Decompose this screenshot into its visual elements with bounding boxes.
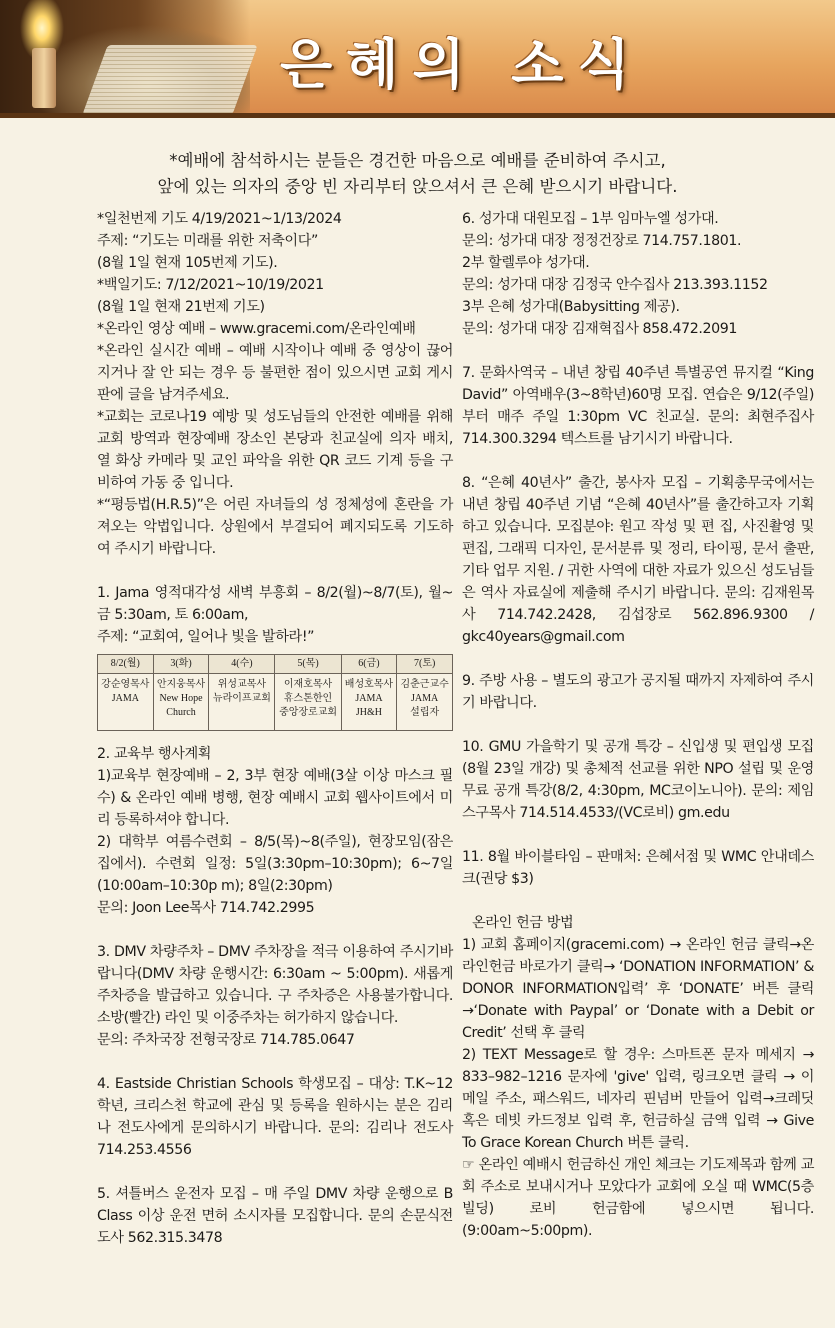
prayer-candle-photo xyxy=(0,0,250,118)
speaker-name: 강순영목사 xyxy=(101,679,150,690)
table-cell xyxy=(153,674,209,731)
table-header: 8/2(월) xyxy=(98,655,154,674)
covid-note: *교회는 코로나19 예방 및 성도님들의 안전한 예배를 위해 교회 방역과 현장예배 장소인 본당과 친교실에 의자 배치, 열 화상 카메라 및 교인 파악을 위한 QR 코드 기계 등을 구비하여 가동 중 입니다. xyxy=(97,409,453,491)
speaker-org: JH&H xyxy=(355,707,383,718)
speaker-org: 휴스톤한인 xyxy=(283,693,333,704)
table-cell xyxy=(397,674,453,731)
table-header: 7(토) xyxy=(397,655,453,674)
table-cell xyxy=(209,674,275,731)
prayer2-dates: *백일기도: 7/12/2021~10/19/2021 xyxy=(97,277,324,293)
item3-contact: 문의: 주차국장 전형국장로 714.785.0647 xyxy=(97,1032,355,1048)
item3-parking: 3. DMV 차량주차 – DMV 주차장을 적극 이용하여 주시기바랍니다(DMV 차량 운행시간: 6:30am ~ 5:00pm). 새롭게 주차증을 발급하고 있습니다. 구 주차증은 사용불가합니다. 소방(빨간) 라인 및 이중주차는 허가하지 않습니다. xyxy=(97,944,453,1026)
live-worship-note: *온라인 실시간 예배 – 예배 시작이나 예배 중 영상이 끊어지거나 잘 안 되는 경우 등 불편한 점이 있으시면 교회 게시판에 글을 남겨주세요. xyxy=(97,343,453,403)
item8-history-book: 8. “은혜 40년사” 출간, 봉사자 모집 – 기획총무국에서는 내년 창립 40주년 기념 “은혜 40년사”를 출간하고자 기획하고 있습니다. 모집분야: 원고 작성 및 편 집, 사진촬영 및 편집, 그래픽 디자인, 문서분류 및 정리, 타이핑, 문서 출판, 기타 업무 지원. / 귀한 사역에 대한 자료가 있으신 성도님들은 역사 자료실에 제출해 주시기 바랍니다. 문의: 김재원목사 714.742.2428, 김섭장로 562.896.9300 / gkc40years@gmail.com xyxy=(462,475,814,645)
item7-musical: 7. 문화사역국 – 내년 창립 40주년 특별공연 뮤지컬 “King David” 아역배우(3~8학년)60명 모집. 연습은 9/12(주일)부터 매주 주일 1:30pm VC 친교실. 문의: 최현주집사 714.300.3294 텍스트를 남기시기 바랍니다. xyxy=(462,365,814,447)
online-giving-check-note: ☞ 온라인 예배시 헌금하신 개인 체크는 기도제목과 함께 교회 주소로 보내시거나 모았다가 교회에 오실 때 WMC(5층빌딩) 로비 헌금함에 넣으시면 됩니다. (9:00am~5:00pm). xyxy=(462,1157,814,1239)
speaker-name: 배성호목사 xyxy=(344,679,394,690)
online-worship-link: *온라인 영상 예배 – www.gracemi.com/온라인예배 xyxy=(97,321,416,337)
table-header: 5(목) xyxy=(275,655,341,674)
table-cell xyxy=(275,674,341,731)
page-title: 은혜의 소식 xyxy=(280,32,644,96)
prayer1-dates: *일천번제 기도 4/19/2021~1/13/2024 xyxy=(97,211,342,227)
left-column xyxy=(97,208,453,1249)
item6-line6: 문의: 성가대 대장 김재혁집사 858.472.2091 xyxy=(462,321,737,337)
item2-retreat: 2) 대학부 여름수련회 – 8/5(목)~8(주일), 현장모임(잠은 집에서). 수련회 일정: 5일(3:30pm–10:30pm); 6~7일(10:00am–10:30p m); 8일(2:30pm) xyxy=(97,834,453,894)
online-giving-title: 온라인 헌금 방법 xyxy=(472,915,574,931)
item5-shuttle: 5. 셔틀버스 운전자 모집 – 매 주일 DMV 차량 운행으로 B Class 이상 운전 면허 소시자를 모집합니다. 문의 손문식전도사 562.315.3478 xyxy=(97,1186,453,1246)
speaker-name: 이재호목사 xyxy=(283,679,333,690)
speaker-name: 김춘근교수 xyxy=(400,679,449,690)
table-header: 4(수) xyxy=(209,655,275,674)
table-header: 6(금) xyxy=(341,655,397,674)
item1-title: 1. Jama 영적대각성 새벽 부흥회 – 8/2(월)~8/7(토), 월~금 5:30am, 토 6:00am, xyxy=(97,585,453,623)
revival-schedule-table xyxy=(97,654,453,731)
table-header: 3(화) xyxy=(153,655,209,674)
speaker-org: New Hope xyxy=(159,693,203,704)
item2-title: 2. 교육부 행사계획 xyxy=(97,746,212,762)
header-banner xyxy=(0,0,835,118)
item9-kitchen: 9. 주방 사용 – 별도의 광고가 공지될 때까지 자제하여 주시기 바랍니다. xyxy=(462,673,814,711)
item1-theme: 주제: “교회여, 일어나 빛을 발하라!” xyxy=(97,629,315,645)
notice-line-1: *예배에 참석하시는 분들은 경건한 마음으로 예배를 준비하여 주시고, xyxy=(169,151,666,170)
table-row xyxy=(98,674,453,731)
speaker-org: JAMA xyxy=(355,693,383,704)
speaker-org: Church xyxy=(166,707,196,718)
speaker-org: JAMA xyxy=(411,693,439,704)
speaker-org: 중앙장로교회 xyxy=(279,707,338,718)
speaker-name: 위성교목사 xyxy=(217,679,267,690)
prayer1-count: (8월 1일 현재 105번제 기도). xyxy=(97,255,278,271)
online-giving-step1: 1) 교회 홈페이지(gracemi.com) → 온라인 헌금 클릭→온라인헌금 바로가기 클릭→ ‘DONATION INFORMATION’ & DONOR INFORMATION입력’ 후 ‘DONATE’ 버튼 클릭→‘Donate with Paypal’ or ‘Donate with a Debit or Credit’ 선택 후 클릭 xyxy=(462,937,814,1041)
prayer1-theme: 주제: “기도는 미래를 위한 저축이다” xyxy=(97,233,318,249)
speaker-org: JAMA xyxy=(111,693,139,704)
item6-line4: 문의: 성가대 대장 김정국 안수집사 213.393.1152 xyxy=(462,277,768,293)
online-giving-step2: 2) TEXT Message로 할 경우: 스마트폰 문자 메세지 → 833–982–1216 문자에 'give' 입력, 링크오면 클릭 → 이메일 주소, 패스워드, 네자리 핀넘버 만들어 입력→크레딧 혹은 데빗 카드정보 입력 후, 헌금하실 금액 입력 → Give To Grace Korean Church 버튼 클릭. xyxy=(462,1047,814,1151)
item2-contact: 문의: Joon Lee목사 714.742.2995 xyxy=(97,900,315,916)
item11-bible-time: 11. 8월 바이블타임 – 판매처: 은혜서점 및 WMC 안내데스크(권당 $3) xyxy=(462,849,814,887)
notice-line-2: 앞에 있는 의자의 중앙 빈 자리부터 앉으셔서 큰 은혜 받으시기 바랍니다. xyxy=(157,177,678,196)
speaker-name: 안지웅목사 xyxy=(156,679,206,690)
table-cell xyxy=(341,674,397,731)
equality-act-note: *“평등법(H.R.5)”은 어린 자녀들의 성 정체성에 혼란을 가져오는 악법입니다. 상원에서 부결되어 폐지되도록 기도하여 주시기 바랍니다. xyxy=(97,497,453,557)
item2-body: 1)교육부 현장예배 – 2, 3부 현장 예배(3살 이상 마스크 필수) & 온라인 예배 병행, 현장 예배시 교회 웹사이트에서 미리 등록하셔야 합니다. xyxy=(97,768,453,828)
item4-school: 4. Eastside Christian Schools 학생모집 – 대상: T.K~12학년, 크리스천 학교에 관심 및 등록을 원하시는 분은 김리나 전도사에게 문의하시기 바랍니다. 문의: 김리나 전도사 714.253.4556 xyxy=(97,1076,453,1158)
prayer2-count: (8월 1일 현재 21번제 기도) xyxy=(97,299,265,315)
table-header-row xyxy=(98,655,453,674)
item6-line5: 3부 은혜 성가대(Babysitting 제공). xyxy=(462,299,680,315)
banner-divider xyxy=(0,113,835,118)
worship-notice xyxy=(0,148,835,200)
table-cell xyxy=(98,674,154,731)
candle-image xyxy=(32,48,56,108)
right-column xyxy=(462,208,814,1242)
open-bible-image xyxy=(82,45,257,115)
item10-gmu: 10. GMU 가을학기 및 공개 특강 – 신입생 및 편입생 모집(8월 23일 개강) 및 총체적 선교를 위한 NPO 설립 및 운영 무료 공개 특강(8/2, 4:30pm, MC코이노니아). 문의: 제임스구목사 714.514.4533/(VC로비) gm.edu xyxy=(462,739,814,821)
item6-line2: 문의: 성가대 대장 정정건장로 714.757.1801. xyxy=(462,233,742,249)
speaker-org: 뉴라이프교회 xyxy=(212,693,271,704)
speaker-org: 설립자 xyxy=(410,707,440,718)
item6-line1: 6. 성가대 대원모집 – 1부 임마누엘 성가대. xyxy=(462,211,719,227)
item6-line3: 2부 할렐루야 성가대. xyxy=(462,255,590,271)
